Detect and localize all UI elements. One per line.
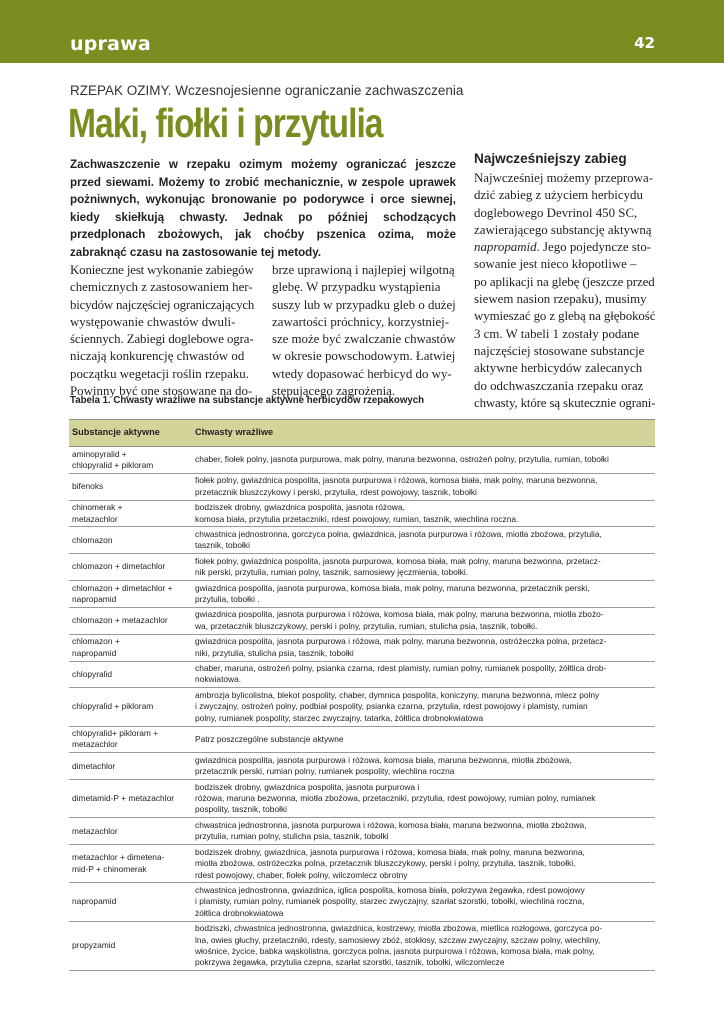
header-bar: [0, 0, 724, 63]
weeds-line: rdest powojowy, chaber, fiołek polny, wilczomlecz obrotny: [195, 869, 408, 880]
body-column-3: [474, 170, 655, 412]
body-line: chemicznych z zastosowaniem her-: [70, 280, 253, 295]
table-row: [69, 818, 655, 845]
weeds-cell: [192, 883, 655, 921]
weeds-line: niki, przytulia, stulicha psia, tasznik, tobołki: [195, 647, 354, 658]
herbicide-term: napropamid: [474, 240, 537, 255]
section-label: uprawa: [70, 33, 151, 55]
lead-paragraph: Zachwaszczenie w rzepaku ozimym możemy ograniczać jeszcze przed siewami. Możemy to zrobić mechanicznie, w zespole uprawek pożniwnych, wykonując bronowanie po podorywce i orce siewnej, kiedy skiełkują chwasty. Jednak po później schodzących przedplonach zbożowych, jak choćby pszenica ozima, może zabraknąć czasu na zastosowanie tej metody.: [70, 158, 456, 259]
table-row: [69, 753, 655, 780]
table-body: [69, 447, 655, 971]
substance-cell: [69, 447, 192, 474]
weeds-line: fiołek polny, gwiazdnica pospolita, jasnota purpurowa i różowa, komosa biała, mak polny, maruna bezwonna,: [195, 475, 598, 486]
substance-cell: [69, 661, 192, 688]
weeds-cell: [192, 447, 655, 474]
body-line: występowanie chwastów dwuli-: [70, 314, 236, 329]
substance-line: chinomerak +: [72, 502, 123, 513]
substance-line: aminopyralid +: [72, 448, 127, 459]
body-line: doglebowego Devrinol 450 SC,: [474, 205, 638, 220]
body-line: stępującego zagrożenia.: [272, 384, 396, 399]
substance-line: napropamid: [72, 647, 117, 658]
table-row: [69, 780, 655, 818]
body-line: wtedy dopasować herbicyd do wy-: [272, 366, 452, 381]
substance-cell: [69, 688, 192, 726]
weeds-line: bodziszek drobny, gwiazdnica, jasnota purpurowa i różowa, komosa biała, mak polny, maruna bezwonna,: [195, 846, 585, 857]
body-line: napropamid. Jego pojedyncze sto-: [474, 240, 652, 255]
body-line: glebę. W przypadku wystąpienia: [272, 280, 441, 295]
sidebar-heading: Najwcześniejszy zabieg: [474, 151, 627, 166]
weeds-line: gwiazdnica pospolita, jasnota purpurowa i różowa, komosa biała, mak polny, maruna bezwonna, miotła zbożo-: [195, 609, 604, 620]
substance-line: metazachlor + dimetena-: [72, 852, 165, 863]
body-line: siewem nasion rzepaku), musimy: [474, 292, 647, 307]
weeds-line: przetacznik perski, rumian polny, rumianek pospolity, wiechlina roczna: [195, 766, 455, 777]
substance-line: propyzamid: [72, 940, 116, 951]
substance-line: metazachlor: [72, 825, 118, 836]
body-line: 3 cm. W tabeli 1 zostały podane: [474, 326, 640, 341]
substance-cell: [69, 845, 192, 883]
weeds-cell: [192, 607, 655, 634]
weeds-line: chaber, maruna, ostrożeń polny, psianka czarna, rdest plamisty, rumian polny, rumianek pospolity, żółtlica drob-: [195, 663, 607, 673]
body-line: brze uprawioną i najlepiej wilgotną: [272, 263, 455, 277]
substance-line: chlomazon +: [72, 636, 120, 647]
weeds-cell: [192, 753, 655, 780]
body-line: Najwcześniej możemy przeprowa-: [474, 171, 653, 185]
weeds-line: przetacznik bluszczykowy i perski, przytulia, rdest powojowy, tasznik, tobołki: [195, 486, 477, 497]
substance-cell: [69, 607, 192, 634]
table-row: [69, 688, 655, 726]
substance-cell: [69, 818, 192, 845]
substance-cell: [69, 883, 192, 921]
table-row: [69, 726, 655, 753]
weeds-line: bodziszek drobny, gwiazdnica pospolita, jasnota różowa,: [195, 502, 405, 513]
table-row: [69, 500, 655, 527]
weeds-line: bodziszek drobny, gwiazdnica pospolita, jasnota purpurowa i: [195, 781, 420, 792]
weeds-line: miotła zbożowa, ostróżeczka polna, przetacznik bluszczykowy, perski i polny, przytulia, tasznik, tobołki,: [195, 858, 576, 869]
weeds-line: różowa, maruna bezwonna, miotła zbożowa, przetaczniki, przytulia, rdest powojowy, rumian polny, rumianek: [195, 793, 596, 804]
substance-line: napropamid: [72, 593, 117, 604]
table-row: [69, 554, 655, 581]
weeds-line: przytulia, tobołki .: [195, 593, 260, 604]
weeds-cell: [192, 845, 655, 883]
weeds-line: nik perski, przytulia, rumian polny, tasznik, samosiewy jęczmienia, tobołki.: [195, 567, 469, 578]
weeds-line: przytulia, rumian polny, stulicha psia, tasznik, tobołki: [195, 831, 389, 842]
body-line: sze może być zwalczanie chwastów: [272, 332, 456, 347]
weeds-line: chwastnica jednostronna, jasnota purpurowa i różowa, komosa biała, maruna bezwonna, miotła zbożowa,: [195, 819, 587, 830]
weeds-cell: [192, 818, 655, 845]
substance-line: bifenoks: [72, 481, 104, 492]
substance-cell: [69, 554, 192, 581]
body-line: chwasty, które są skutecznie ograni-: [474, 395, 655, 410]
body-line: dzić zabieg z użyciem herbicydu: [474, 188, 643, 203]
substance-cell: [69, 921, 192, 971]
body-line: w okresie powschodowym. Łatwiej: [272, 349, 456, 364]
substance-cell: [69, 500, 192, 527]
weeds-cell: [192, 780, 655, 818]
weeds-cell: [192, 688, 655, 726]
substance-line: napropamid: [72, 896, 117, 907]
body-line: sowanie jest nieco kłopotliwe –: [474, 257, 637, 272]
weeds-line: lna, owies głuchy, przetaczniki, rdesty, samosiewy zbóż, stokłosy, szczaw zwyczajny, szczaw polny, wiechliny,: [195, 934, 601, 945]
body-line: bicydów najczęściej ograniczających: [70, 297, 254, 312]
substance-line: chlomazon: [72, 534, 113, 545]
table-caption: Tabela 1. Chwasty wrażliwe na substancje aktywne herbicydów rzepakowych: [70, 395, 425, 406]
weeds-cell: [192, 554, 655, 581]
substance-cell: [69, 634, 192, 661]
weeds-line: Patrz poszczególne substancje aktywne: [195, 733, 344, 744]
substance-line: chlopyralid + pikloram: [72, 701, 154, 712]
substance-line: metazachlor: [72, 513, 118, 524]
table-row: [69, 634, 655, 661]
weeds-line: wa, przetacznik bluszczykowy, perski i polny, przytulia, rumian, stulicha psia, tasznik, tobołki.: [195, 620, 538, 631]
weeds-cell: [192, 527, 655, 554]
table-row: [69, 447, 655, 474]
body-line: aktywne herbicydów zalecanych: [474, 361, 643, 376]
table-row: [69, 607, 655, 634]
body-column-2: [272, 262, 456, 400]
weeds-line: chwastnica jednostronna, gwiazdnica, iglica pospolita, komosa biała, pokrzywa żegawka, rdest powojowy: [195, 884, 585, 895]
weeds-line: chwastnica jednostronna, gorczyca polna, gwiazdnica, jasnota purpurowa i różowa, miotła zbożowa, przytulia,: [195, 528, 602, 539]
substance-cell: [69, 527, 192, 554]
weeds-table: [69, 419, 655, 971]
substance-line: chlopyralid + pikloram: [72, 459, 154, 470]
table-row: [69, 921, 655, 971]
body-line: najczęściej stosowane substancje: [474, 343, 645, 358]
weeds-cell: [192, 921, 655, 971]
article-title: Maki, fiołki i przytulia: [68, 100, 383, 146]
weeds-line: pokrzywa żegawka, przytulia czepna, szarłat szorstki, tasznik, tobołki, wilczomlecze: [195, 957, 505, 968]
substance-line: chlomazon + metazachlor: [72, 615, 168, 626]
weeds-cell: [192, 726, 655, 753]
table-header-row: [69, 420, 655, 447]
table-row: [69, 581, 655, 608]
weeds-line: ambrozja bylicolistna, blekot pospolity, chaber, dymnica pospolita, koniczyny, maruna bezwonna, mlecz polny: [195, 689, 600, 700]
weeds-line: komosa biała, przytulia przetaczniki, rdest powojowy, rumian, tasznik, wiechlina roczna.: [195, 513, 519, 524]
article-kicker: RZEPAK OZIMY. Wczesnojesienne ograniczanie zachwaszczenia: [70, 83, 464, 98]
weeds-line: i zwyczajny, ostrożeń polny, podbiał pospolity, psianka czarna, przytulia, rdest powojowy i plamisty, rumian: [195, 701, 588, 712]
weeds-cell: [192, 661, 655, 688]
substance-cell: [69, 473, 192, 500]
body-line: Powinny być one stosowane na do-: [70, 384, 253, 399]
weeds-cell: [192, 473, 655, 500]
substance-line: chlomazon + dimetachlor: [72, 561, 166, 572]
page-number: 42: [634, 34, 655, 52]
body-line: niczają konkurencję chwastów od: [70, 349, 245, 364]
body-line: zawartości próchnicy, korzystniej-: [272, 314, 450, 329]
table-row: [69, 527, 655, 554]
substance-line: dimetamid-P + metazachlor: [72, 793, 175, 804]
weeds-line: bodziszki, chwastnica jednostronna, gwiazdnica, kostrzewy, miotła zbożowa, mietlica rozłogowa, gorczyca po-: [195, 923, 603, 934]
substance-cell: [69, 581, 192, 608]
substance-cell: [69, 726, 192, 753]
weeds-line: chaber, fiołek polny, jasnota purpurowa, mak polny, maruna bezwonna, ostrożeń polny, przytulia, rumian, tobołki: [195, 454, 609, 465]
column-header-weeds: Chwasty wrażliwe: [192, 420, 655, 447]
weeds-line: włośnice, życice, babka wąskolistna, gorczyca polna, jasnota purpurowa i różowa, komosa biała, mak polny,: [195, 945, 595, 956]
body-line: po aplikacji na glebę (jeszcze przed: [474, 274, 655, 289]
substance-cell: [69, 780, 192, 818]
weeds-line: pospolity, tasznik, tobołki: [195, 804, 288, 815]
body-line: suszy lub w przypadku gleb o dużej: [272, 297, 456, 312]
weeds-line: nokwiatowa.: [195, 674, 242, 685]
weeds-line: gwiazdnica pospolita, jasnota purpurowa, komosa biała, mak polny, maruna bezwonna, przetacznik perski,: [195, 582, 590, 593]
weeds-cell: [192, 581, 655, 608]
weeds-line: polny, rumianek pospolity, starzec zwyczajny, tatarka, żółtlica drobnokwiatowa: [195, 712, 484, 723]
column-header-substance: Substancje aktywne: [69, 420, 192, 447]
body-line: wymieszać go z glebą na głębokość: [474, 309, 655, 324]
substance-line: dimetachlor: [72, 760, 116, 771]
weeds-line: gwiazdnica pospolita, jasnota purpurowa i różowa, mak polny, maruna bezwonna, ostróżeczka polna, przetacz-: [195, 636, 607, 647]
substance-line: chlopyralid+ pikloram +: [72, 728, 159, 739]
body-line: zawierającego substancję aktywną: [474, 222, 652, 237]
weeds-line: tasznik, tobołki: [195, 540, 250, 551]
body-column-1: [70, 262, 254, 400]
body-line: ściennych. Zabiegi doglebowe ogra-: [70, 332, 254, 347]
weeds-cell: [192, 500, 655, 527]
weeds-line: i plamisty, rumian polny, rumianek pospolity, starzec zwyczajny, szarłat szorstki, tobołki, wiechlina roczna,: [195, 896, 585, 907]
article-lead: [70, 156, 456, 262]
substance-line: chlomazon + dimetachlor +: [72, 582, 173, 593]
weeds-line: gwiazdnica pospolita, jasnota purpurowa i różowa, komosa biała, maruna bezwonna, miotła zbożowa,: [195, 754, 572, 765]
body-line: Konieczne jest wykonanie zabiegów: [70, 263, 254, 277]
table-row: [69, 883, 655, 921]
body-line: początku wegetacji roślin rzepaku.: [70, 366, 249, 381]
table-row: [69, 661, 655, 688]
substance-cell: [69, 753, 192, 780]
weeds-line: żółtlica drobnokwiatowa: [195, 907, 284, 918]
substance-line: mid-P + chinomerak: [72, 863, 147, 874]
body-line: do odchwaszczania rzepaku oraz: [474, 378, 644, 393]
substance-line: chlopyralid: [72, 668, 113, 679]
weeds-line: fiołek polny, gwiazdnica pospolita, jasnota purpurowa, komosa biała, mak polny, maruna bezwonna, przetacz-: [195, 555, 601, 566]
weeds-cell: [192, 634, 655, 661]
table-row: [69, 473, 655, 500]
substance-line: metazachlor: [72, 739, 118, 750]
table-row: [69, 845, 655, 883]
